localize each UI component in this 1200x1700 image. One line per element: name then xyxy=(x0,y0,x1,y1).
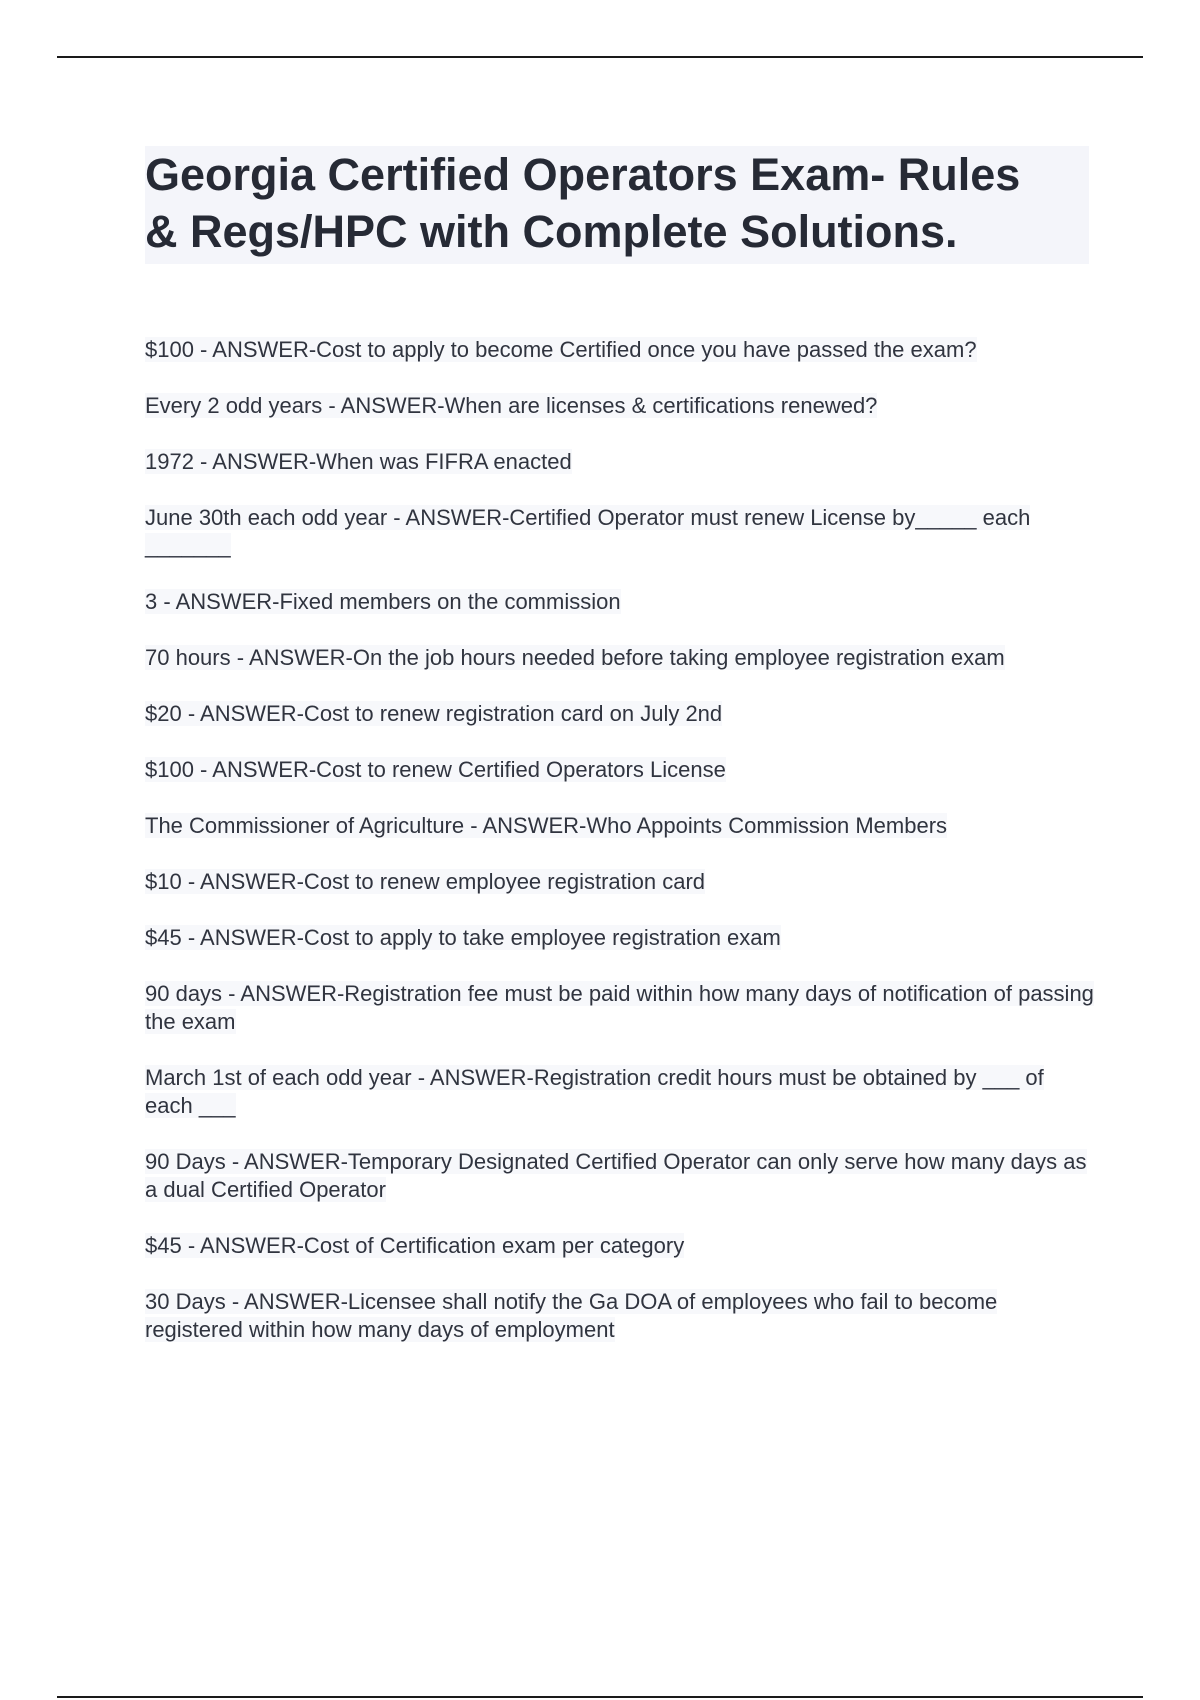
qa-text: 90 Days - ANSWER-Temporary Designated Certified Operator can only serve how many days as a dual Certified Operator xyxy=(145,1149,1087,1202)
top-divider xyxy=(57,56,1143,58)
title-line-1: Georgia Certified Operators Exam- Rules xyxy=(145,149,1021,200)
qa-text: $20 - ANSWER-Cost to renew registration card on July 2nd xyxy=(145,701,723,726)
list-item xyxy=(145,448,1095,476)
qa-list xyxy=(145,336,1095,1372)
qa-text: 30 Days - ANSWER-Licensee shall notify the Ga DOA of employees who fail to become registered within how many days of employment xyxy=(145,1289,998,1342)
qa-text: 90 days - ANSWER-Registration fee must be paid within how many days of notification of passing the exam xyxy=(145,981,1094,1034)
list-item xyxy=(145,392,1095,420)
list-item xyxy=(145,1064,1095,1120)
bottom-divider xyxy=(57,1696,1143,1698)
qa-text: $45 - ANSWER-Cost of Certification exam per category xyxy=(145,1233,685,1258)
qa-text: March 1st of each odd year - ANSWER-Registration credit hours must be obtained by ___ of each ___ xyxy=(145,1065,1044,1118)
list-item xyxy=(145,756,1095,784)
list-item xyxy=(145,868,1095,896)
list-item xyxy=(145,588,1095,616)
list-item xyxy=(145,700,1095,728)
list-item xyxy=(145,812,1095,840)
qa-text: June 30th each odd year - ANSWER-Certified Operator must renew License by_____ each _______ xyxy=(145,505,1031,558)
qa-text: 70 hours - ANSWER-On the job hours needed before taking employee registration exam xyxy=(145,645,1005,670)
title-line-2: & Regs/HPC with Complete Solutions. xyxy=(145,206,958,257)
list-item xyxy=(145,980,1095,1036)
list-item xyxy=(145,644,1095,672)
list-item xyxy=(145,336,1095,364)
list-item xyxy=(145,1148,1095,1204)
qa-text: 1972 - ANSWER-When was FIFRA enacted xyxy=(145,449,572,474)
page-title xyxy=(145,146,1089,264)
qa-text: Every 2 odd years - ANSWER-When are licenses & certifications renewed? xyxy=(145,393,878,418)
qa-text: The Commissioner of Agriculture - ANSWER-Who Appoints Commission Members xyxy=(145,813,948,838)
list-item xyxy=(145,924,1095,952)
list-item xyxy=(145,504,1095,560)
list-item xyxy=(145,1232,1095,1260)
qa-text: 3 - ANSWER-Fixed members on the commission xyxy=(145,589,621,614)
qa-text: $100 - ANSWER-Cost to renew Certified Operators License xyxy=(145,757,726,782)
qa-text: $100 - ANSWER-Cost to apply to become Certified once you have passed the exam? xyxy=(145,337,977,362)
qa-text: $10 - ANSWER-Cost to renew employee registration card xyxy=(145,869,706,894)
list-item xyxy=(145,1288,1095,1344)
qa-text: $45 - ANSWER-Cost to apply to take employee registration exam xyxy=(145,925,781,950)
